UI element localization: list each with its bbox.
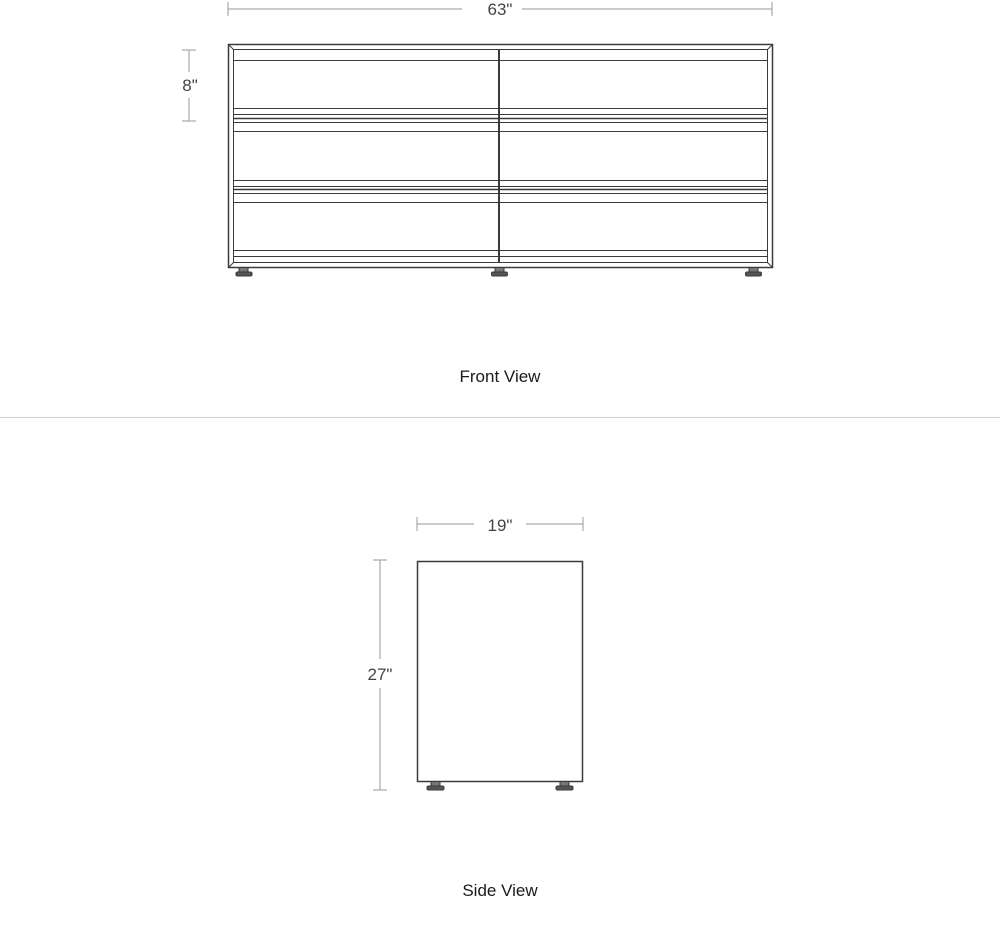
foot-left xyxy=(236,268,252,277)
dresser-side xyxy=(418,562,583,782)
side-feet xyxy=(427,782,573,791)
side-height-label: 27" xyxy=(367,665,393,684)
side-depth-label: 19" xyxy=(487,516,513,535)
drawer-row-bottom xyxy=(234,194,768,257)
foot-right xyxy=(746,268,762,277)
side-view-caption: Side View xyxy=(462,881,538,900)
drawer-row-middle xyxy=(234,123,768,190)
side-foot-right xyxy=(556,782,573,791)
dresser-front xyxy=(229,45,773,268)
drawer-height-label: 8" xyxy=(182,76,198,95)
front-view-caption: Front View xyxy=(459,367,541,386)
drawer-row-top xyxy=(234,61,768,119)
foot-center xyxy=(492,268,508,277)
side-foot-left xyxy=(427,782,444,791)
front-feet xyxy=(236,268,762,277)
front-width-label: 63" xyxy=(487,0,513,19)
side-view xyxy=(368,516,583,900)
front-view xyxy=(182,0,773,386)
